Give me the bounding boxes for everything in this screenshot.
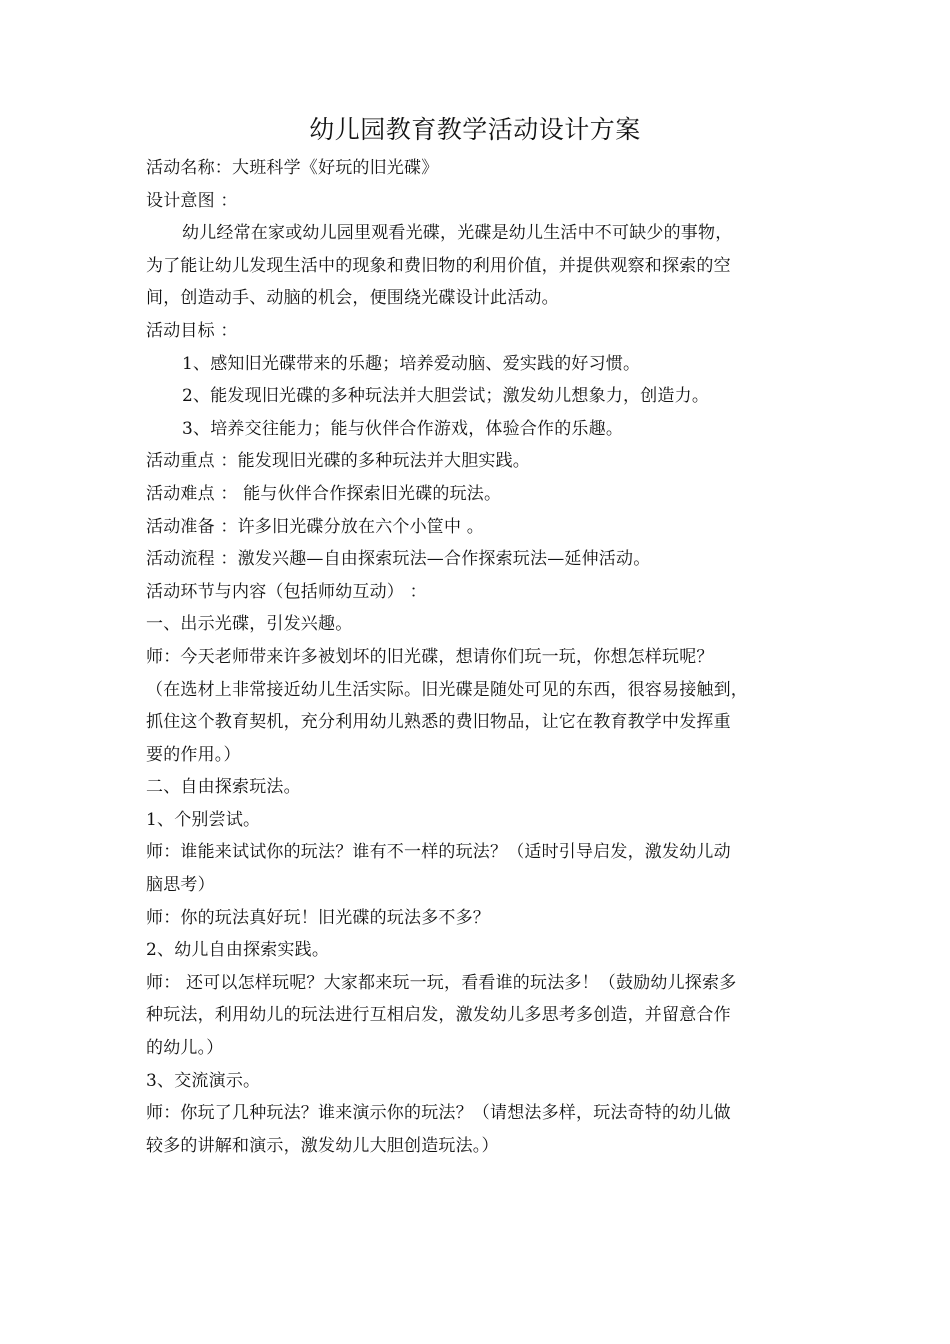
goal-item: 3、培养交往能力；能与伙伴合作游戏，体验合作的乐趣。 [182, 418, 624, 439]
section-heading: 一、出示光碟，引发兴趣。 [146, 614, 353, 635]
paragraph-line: 种玩法，利用幼儿的玩法进行互相启发，激发幼儿多思考多创造，并留意合作 [146, 1005, 731, 1026]
difficulty-line: 活动难点 ： 能与伙伴合作探索旧光碟的玩法。 [146, 483, 502, 504]
paragraph-line: 师：谁能来试试你的玩法？谁有不一样的玩法？（适时引导启发，激发幼儿动 [146, 842, 731, 863]
paragraph-line: 较多的讲解和演示，激发幼儿大胆创造玩法。） [146, 1135, 499, 1156]
design-intent-heading: 设计意图 ： [146, 190, 238, 211]
document-title: 幼儿园教育教学活动设计方案 [309, 115, 641, 144]
steps-heading: 活动环节与内容（包括师幼互动） ： [146, 581, 427, 602]
subsection-heading: 3、交流演示。 [146, 1070, 261, 1091]
paragraph-line: 抓住这个教育契机，充分利用幼儿熟悉的费旧物品，让它在教育教学中发挥重 [146, 712, 731, 733]
paragraph-line: 师： 还可以怎样玩呢？大家都来玩一玩，看看谁的玩法多！（鼓励幼儿探索多 [146, 972, 737, 993]
activity-name-line: 活动名称：大班科学《好玩的旧光碟》 [146, 158, 439, 178]
paragraph-line: 师：你玩了几种玩法？谁来演示你的玩法？（请想法多样，玩法奇特的幼儿做 [146, 1103, 731, 1124]
paragraph-line: （在选材上非常接近幼儿生活实际。旧光碟是随处可见的东西，很容易接触到， [146, 679, 748, 700]
subsection-heading: 1、个别尝试。 [146, 809, 261, 830]
paragraph-line: 要的作用。） [146, 744, 241, 765]
goal-item: 2、能发现旧光碟的多种玩法并大胆尝试；激发幼儿想象力，创造力。 [182, 386, 710, 407]
activity-goals-heading: 活动目标 ： [146, 320, 238, 341]
subsection-heading: 2、幼儿自由探索实践。 [146, 940, 330, 961]
goal-item: 1、感知旧光碟带来的乐趣；培养爱动脑、爱实践的好习惯。 [182, 353, 641, 374]
design-intent-paragraph-line: 幼儿经常在家或幼儿园里观看光碟，光碟是幼儿生活中不可缺少的事物， [182, 223, 733, 244]
preparation-line: 活动准备 ：许多旧光碟分放在六个小筐中 。 [146, 516, 485, 537]
section-heading: 二、自由探索玩法。 [146, 777, 301, 798]
paragraph-line: 师：今天老师带来许多被划坏的旧光碟，想请你们玩一玩，你想怎样玩呢？ [146, 646, 714, 667]
paragraph-line: 师：你的玩法真好玩！旧光碟的玩法多不多？ [146, 907, 490, 928]
document-body [146, 152, 816, 1162]
paragraph-line: 的幼儿。） [146, 1038, 224, 1059]
paragraph-line: 脑思考） [146, 875, 215, 896]
design-intent-paragraph-line: 间，创造动手、动脑的机会，便围绕光碟设计此活动。 [146, 288, 559, 309]
process-line: 活动流程 ：激发兴趣—自由探索玩法—合作探索玩法—延伸活动。 [146, 549, 651, 570]
design-intent-paragraph-line: 为了能让幼儿发现生活中的现象和费旧物的利用价值，并提供观察和探索的空 [146, 255, 731, 276]
key-point-line: 活动重点 ：能发现旧光碟的多种玩法并大胆实践。 [146, 451, 531, 472]
